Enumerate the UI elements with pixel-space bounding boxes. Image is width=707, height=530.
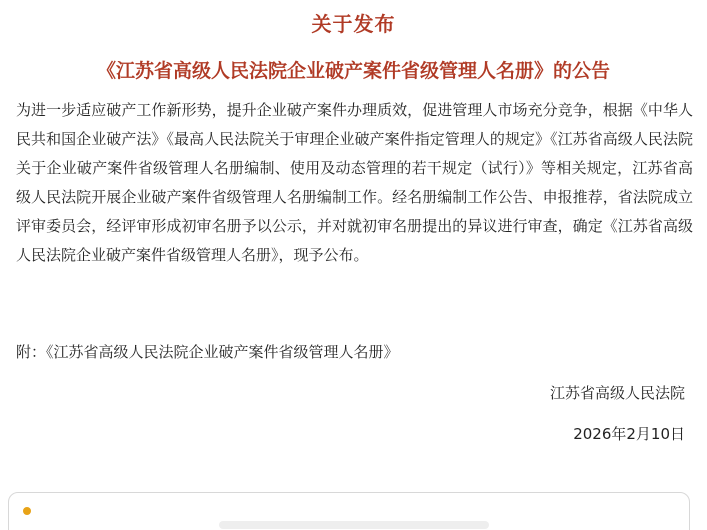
title-line-1: 关于发布 xyxy=(311,12,396,36)
issuer-signature: 江苏省高级人民法院 xyxy=(549,384,685,402)
card-content-placeholder xyxy=(219,521,489,529)
dot-icon xyxy=(23,507,31,515)
attachment-line: 附：《江苏省高级人民法院企业破产案件省级管理人名册》 xyxy=(16,343,399,361)
title-line-2: 《江苏省高级人民法院企业破产案件省级管理人名册》的公告 xyxy=(96,60,610,82)
issue-date: 2026年2月10日 xyxy=(573,425,685,443)
next-card[interactable] xyxy=(8,492,690,530)
announcement-body: 为进一步适应破产工作新形势，提升企业破产案件办理质效，促进管理人市场充分竞争，根据《中华人民共和国企业破产法》《最高人民法院关于审理企业破产案件指定管理人的规定》《江苏省高级人民法院关于企业破产案件省级管理人名册编制、使用及动态管理的若干规定（试行）》等相关规定，江苏省高级人民法院开展企业破产案件省级管理人名册编制工作。经名册编制工作公告、申报推荐，省法院成立评审委员会，经评审形成初审名册予以公示，并对就初审名册提出的异议进行审查，确定《江苏省高级人民法院企业破产案件省级管理人名册》，现予公布。 xyxy=(16,101,693,264)
